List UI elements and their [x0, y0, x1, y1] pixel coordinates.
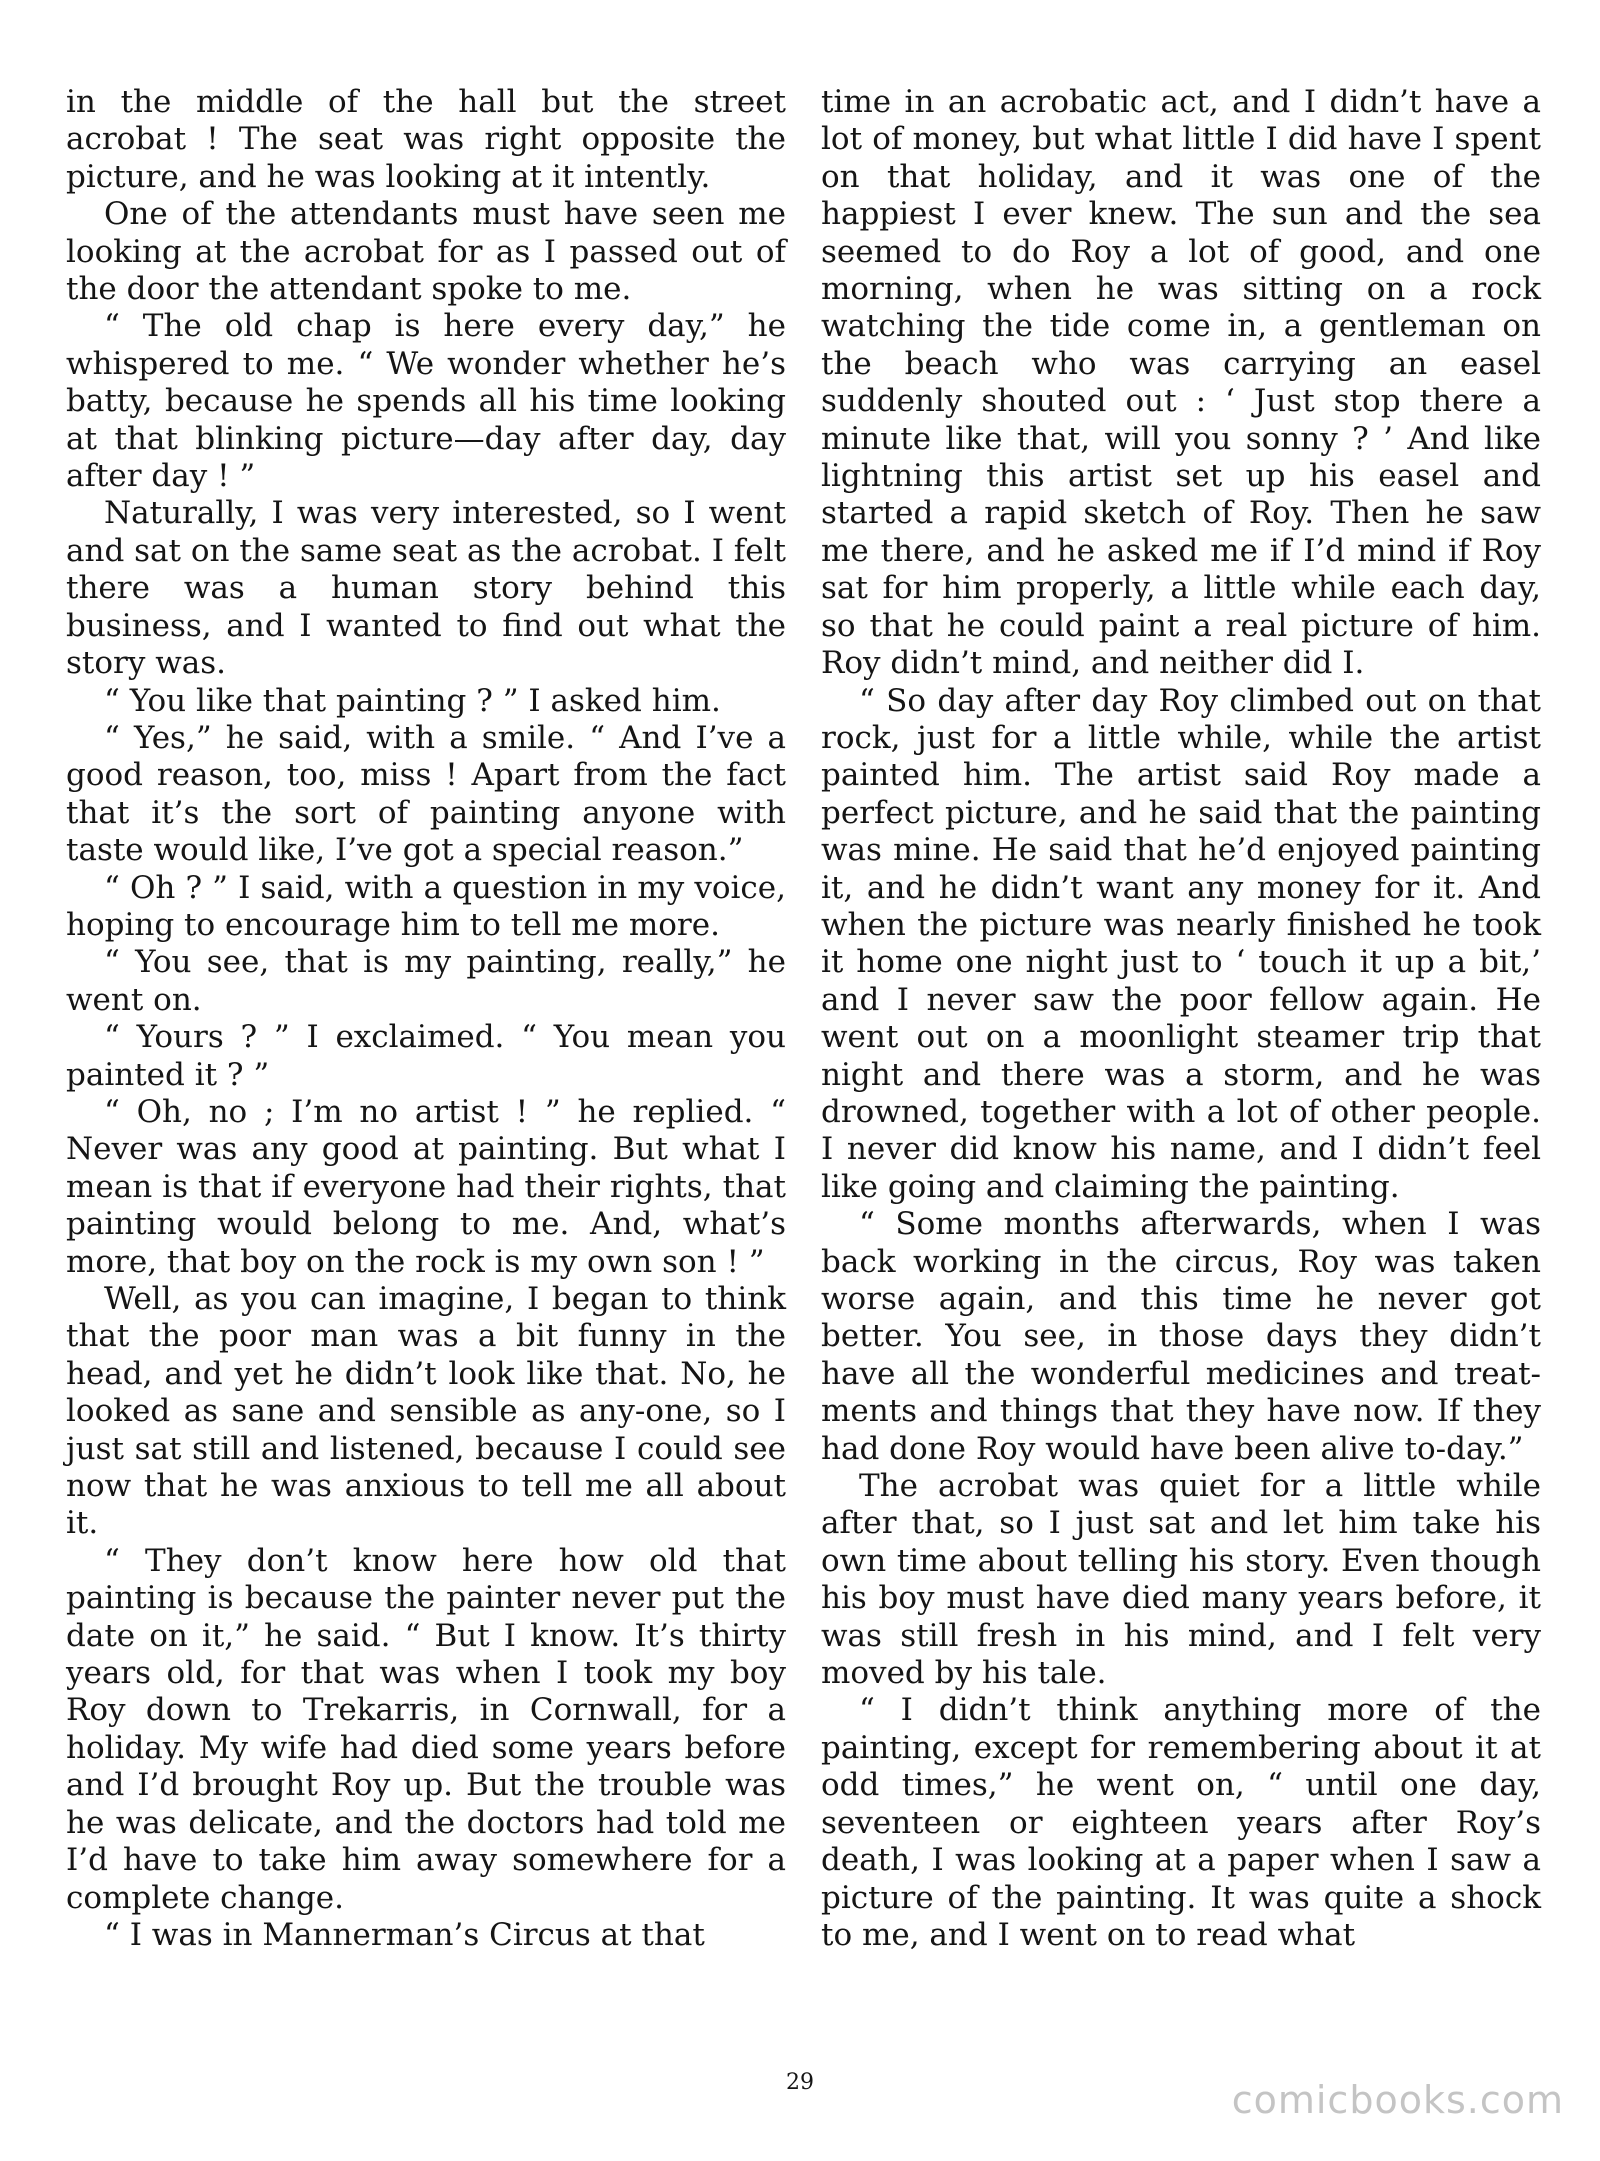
- paragraph: “ So day after day Roy climbed out on that rock, just for a little while, while the artist painted him. The artist said Roy made a perfect picture, and he said that the painting was mine. He said that he’d enjoyed painting it, and he didn’t want any money for it. And when the picture was nearly finished he took it home one night just to ‘ touch it up a bit,’ and I never saw the poor fellow again. He went out on a moonlight steamer trip that night and there was a storm, and he was drowned, together with a lot of other people. I never did know his name, and I didn’t feel like going and claiming the painting.: [821, 682, 1541, 1205]
- paragraph: Naturally, I was very interested, so I went and sat on the same seat as the acrobat. I felt there was a human story behind this business, and I wanted to find out what the story was.: [66, 495, 786, 682]
- paragraph: “ Oh ? ” I said, with a question in my voice, hoping to encourage him to tell me more.: [66, 869, 786, 943]
- paragraph: “ I didn’t think anything more of the painting, except for remembering about it at odd times,” he went on, “ until one day, seventeen or eighteen years after Roy’s death, I was looking at a paper when I saw a picture of the painting. It was quite a shock to me, and I went on to read what: [821, 1692, 1541, 1953]
- paragraph: “ Yours ? ” I exclaimed. “ You mean you painted it ? ”: [66, 1019, 786, 1093]
- paragraph: in the middle of the hall but the street acrobat ! The seat was right opposite the picture, and he was looking at it intently.: [66, 84, 786, 195]
- paragraph: The acrobat was quiet for a little while after that, so I just sat and let him take his own time about telling his story. Even though his boy must have died many years before, it was still fresh in his mind, and I felt very moved by his tale.: [821, 1468, 1541, 1692]
- paragraph: “ You like that painting ? ” I asked him.: [104, 682, 721, 719]
- paragraph: “ The old chap is here every day,” he whispered to me. “ We wonder whether he’s batty, because he spends all his time looking at that blinking picture—day after day, day after day ! ”: [66, 308, 786, 495]
- paragraph: One of the attendants must have seen me looking at the acrobat for as I passed out of the door the attendant spoke to me.: [66, 196, 786, 308]
- paragraph: “ I was in Mannerman’s Circus at that: [104, 1916, 705, 1953]
- text-column-right: [821, 84, 1541, 1954]
- page-number: 29: [786, 2070, 814, 2095]
- watermark: comicbooks.com: [1231, 2078, 1564, 2122]
- paragraph: “ Yes,” he said, with a smile. “ And I’ve a good reason, too, miss ! Apart from the fact that it’s the sort of painting anyone with taste would like, I’ve got a special reason.”: [66, 719, 786, 869]
- text-column-left: [66, 84, 786, 1954]
- paragraph: “ They don’t know here how old that painting is because the painter never put the date on it,” he said. “ But I know. It’s thirty years old, for that was when I took my boy Roy down to Trekarris, in Cornwall, for a holiday. My wife had died some years before and I’d brought Roy up. But the trouble was he was delicate, and the doctors had told me I’d have to take him away somewhere for a complete change.: [66, 1542, 786, 1916]
- paragraph: “ Some months afterwards, when I was back working in the circus, Roy was taken worse again, and this time he never got better. You see, in those days they didn’t have all the wonderful medicines and treat-ments and things that they have now. If they had done Roy would have been alive to-day.”: [821, 1206, 1541, 1467]
- paragraph: “ You see, that is my painting, really,” he went on.: [66, 944, 786, 1018]
- paragraph: Well, as you can imagine, I began to think that the poor man was a bit funny in the head, and yet he didn’t look like that. No, he looked as sane and sensible as any-one, so I just sat still and listened, because I could see now that he was anxious to tell me all about it.: [66, 1281, 786, 1542]
- paragraph: time in an acrobatic act, and I didn’t have a lot of money, but what little I did have I spent on that holiday, and it was one of the happiest I ever knew. The sun and the sea seemed to do Roy a lot of good, and one morning, when he was sitting on a rock watching the tide come in, a gentleman on the beach who was carrying an easel suddenly shouted out : ‘ Just stop there a minute like that, will you sonny ? ’ And like lightning this artist set up his easel and started a rapid sketch of Roy. Then he saw me there, and he asked me if I’d mind if Roy sat for him properly, a little while each day, so that he could paint a real picture of him. Roy didn’t mind, and neither did I.: [821, 84, 1541, 682]
- paragraph: “ Oh, no ; I’m no artist ! ” he replied. “ Never was any good at painting. But what I mean is that if everyone had their rights, that painting would belong to me. And, what’s more, that boy on the rock is my own son ! ”: [66, 1093, 786, 1280]
